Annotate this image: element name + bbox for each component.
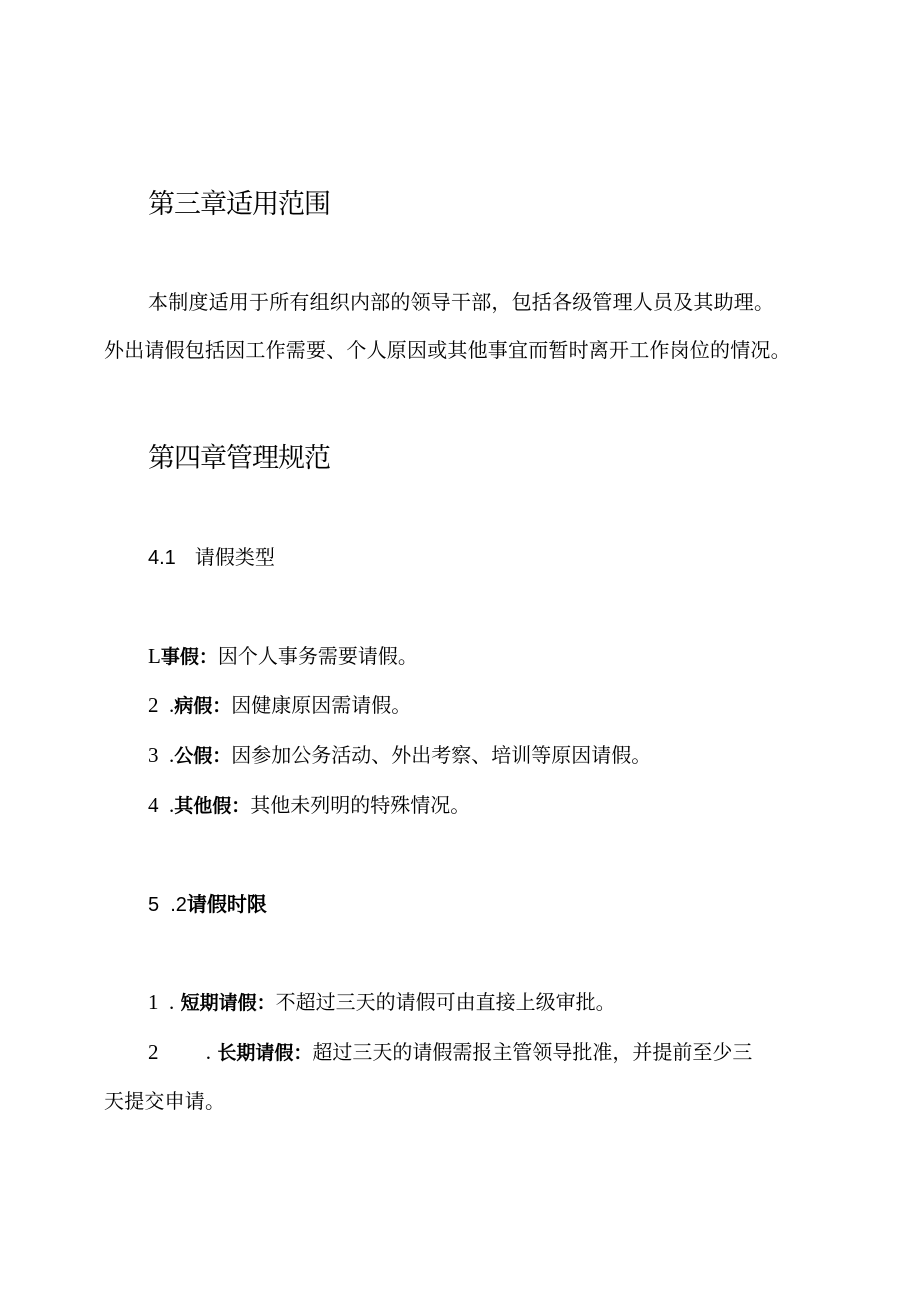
list-item-term: 事假：	[160, 646, 218, 668]
list-item-number: 4 .	[148, 793, 175, 817]
list-item-term: 病假：	[174, 695, 232, 717]
list-item-number: L	[148, 644, 161, 668]
list-item-number: 1 .	[148, 990, 175, 1014]
list-item	[148, 986, 616, 1015]
list-item-number: 2 .	[148, 1040, 211, 1064]
list-item-term: 公假：	[174, 745, 232, 767]
list-item	[148, 640, 418, 669]
chapter3-paragraph-line1: 本制度适用于所有组织内部的领导干部，包括各级管理人员及其助理。	[148, 290, 775, 314]
list-item-text: 因参加公务活动、外出考察、培训等原因请假。	[231, 743, 652, 767]
list-item-text: 因个人事务需要请假。	[217, 644, 418, 668]
section-title: 请假时限	[186, 892, 267, 916]
section-number: 5 .2	[148, 894, 187, 916]
list-item-term: 短期请假：	[180, 992, 276, 1014]
list-item-text: 其他未列明的特殊情况。	[250, 793, 471, 817]
section-number: 4.1	[148, 547, 176, 569]
list-item-text: 不超过三天的请假可由直接上级审批。	[275, 990, 616, 1014]
section-title: 请假类型	[194, 545, 275, 569]
section-4-1-heading	[148, 541, 275, 570]
list-item	[148, 789, 470, 818]
list-item-text-continuation: 天提交申请。	[104, 1089, 226, 1113]
section-5-2-heading	[148, 888, 267, 917]
chapter3-title: 第三章适用范围	[148, 189, 330, 220]
list-item	[148, 1036, 752, 1065]
list-item	[148, 689, 411, 718]
list-item-number: 3 .	[148, 743, 175, 767]
list-item-number: 2 .	[148, 693, 175, 717]
list-item-term: 其他假：	[174, 795, 251, 817]
chapter4-title: 第四章管理规范	[148, 443, 330, 474]
list-item-text: 因健康原因需请假。	[231, 693, 412, 717]
list-item	[148, 739, 651, 768]
list-item-term: 长期请假：	[217, 1042, 313, 1064]
list-item-text: 超过三天的请假需报主管领导批准，并提前至少三	[312, 1040, 753, 1064]
chapter3-paragraph-line2: 外出请假包括因工作需要、个人原因或其他事宜而暂时离开工作岗位的情况。	[104, 338, 791, 362]
